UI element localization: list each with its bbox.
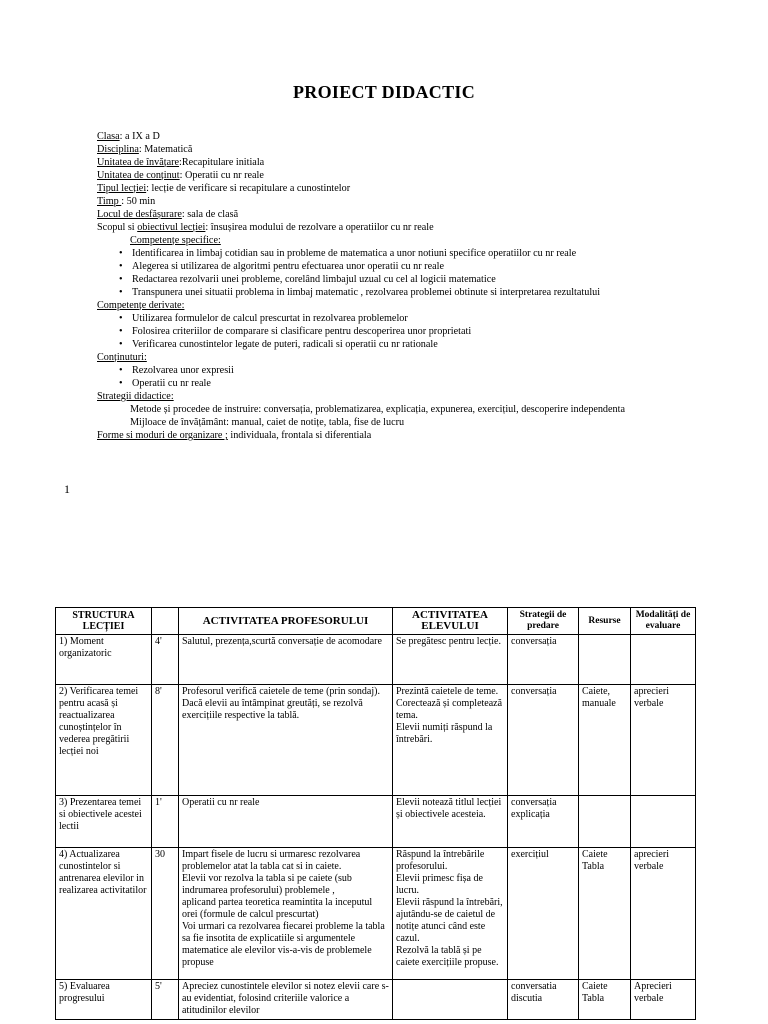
strategii-heading: Strategii didactice: xyxy=(97,391,174,402)
competente-specifice-list xyxy=(97,247,697,299)
cell-evaluare xyxy=(631,796,696,848)
cell-profesor: Salutul, prezența,scurtă conversație de acomodare xyxy=(179,635,393,685)
info-timp: Timp : 50 min xyxy=(97,196,156,207)
list-item: • Utilizarea formulelor de calcul prescurtat in rezolvarea problemelor xyxy=(97,312,697,325)
cell-timp: 30 xyxy=(152,848,179,980)
cell-timp: 5' xyxy=(152,980,179,1020)
cell-timp: 1' xyxy=(152,796,179,848)
cell-profesor: Operatii cu nr reale xyxy=(179,796,393,848)
cell-strategii: conversația xyxy=(508,685,579,796)
cell-structura: 4) Actualizarea cunostintelor si antrenarea elevilor in realizarea activitatilor xyxy=(56,848,152,980)
strategii-metode: Metode și procedee de instruire: conversația, problematizarea, explicația, expunerea, exercițiul, descoperire independenta xyxy=(130,404,625,415)
cell-elev xyxy=(393,980,508,1020)
info-locul: Locul de desfășurare: sala de clasă xyxy=(97,209,239,220)
cell-strategii: conversația explicația xyxy=(508,796,579,848)
list-item: • Folosirea criteriilor de comparare si clasificare pentru descoperirea unor proprietati xyxy=(97,325,697,338)
lesson-info xyxy=(97,130,697,442)
header-resurse: Resurse xyxy=(579,608,631,635)
cell-evaluare: aprecieri verbale xyxy=(631,848,696,980)
cell-timp: 4' xyxy=(152,635,179,685)
cell-evaluare: Aprecieri verbale xyxy=(631,980,696,1020)
table-row xyxy=(56,848,696,980)
lesson-table xyxy=(55,607,696,1020)
header-strategii: Strategii de predare xyxy=(508,608,579,635)
list-item: • Transpunera unei situatii problema in limbaj matematic , rezolvarea problemei obtinute si interpretarea rezultatului xyxy=(97,286,697,299)
info-tipul-lectiei: Tipul lecției: lecție de verificare si recapitulare a cunostintelor xyxy=(97,183,351,194)
cell-structura: 1) Moment organizatoric xyxy=(56,635,152,685)
info-clasa: Clasa: a IX a D xyxy=(97,131,160,142)
info-scopul: Scopul si obiectivul lecției: însușirea modului de rezolvare a operatiilor cu nr reale xyxy=(97,222,434,233)
competente-derivate-heading: Competențe derivate: xyxy=(97,300,185,311)
list-item: • Verificarea cunostintelor legate de puteri, radicali si operatii cu nr rationale xyxy=(97,338,697,351)
page-number: 1 xyxy=(64,482,70,496)
cell-structura: 2) Verificarea temei pentru acasă și reactualizarea cunoștințelor în vederea pregătirii lecției noi xyxy=(56,685,152,796)
header-evaluare: Modalități de evaluare xyxy=(631,608,696,635)
cell-resurse: Caiete, manuale xyxy=(579,685,631,796)
cell-profesor: Profesorul verifică caietele de teme (prin sondaj). Dacă elevii au întâmpinat greutăți, se rezolvă exercițiile respective la tablă. xyxy=(179,685,393,796)
list-item: • Operatii cu nr reale xyxy=(97,377,697,390)
cell-profesor: Apreciez cunostintele elevilor si notez elevii care s-au evidentiat, folosind criteriile valorice a atitudinilor elevilor xyxy=(179,980,393,1020)
info-disciplina: Disciplina: Matematică xyxy=(97,144,193,155)
competente-specifice-heading: Competențe specifice: xyxy=(130,235,221,246)
header-activitatea-elevului: ACTIVITATEA ELEVULUI xyxy=(393,608,508,635)
cell-resurse: Caiete Tabla xyxy=(579,848,631,980)
cell-timp: 8' xyxy=(152,685,179,796)
table-row xyxy=(56,980,696,1020)
list-item: • Identificarea in limbaj cotidian sau in probleme de matematica a unor notiuni specifice operatiilor cu nr reale xyxy=(97,247,697,260)
info-unitatea-invatare: Unitatea de învățare:Recapitulare initiala xyxy=(97,157,265,168)
info-forme: Forme si moduri de organizare ; individuala, frontala si diferentiala xyxy=(97,430,372,441)
competente-derivate-list xyxy=(97,312,697,351)
cell-elev: Elevii notează titlul lecției și obiectivele acesteia. xyxy=(393,796,508,848)
cell-structura: 3) Prezentarea temei si obiectivele acestei lectii xyxy=(56,796,152,848)
cell-elev: Prezintă caietele de teme. Corectează și completează tema. Elevii numiți răspund la întrebări. xyxy=(393,685,508,796)
cell-strategii: conversatia discutia xyxy=(508,980,579,1020)
cell-resurse xyxy=(579,635,631,685)
list-item: • Redactarea rezolvarii unei probleme, corelând limbajul uzual cu cel al logicii matematice xyxy=(97,273,697,286)
list-item: • Alegerea si utilizarea de algoritmi pentru efectuarea unor operatii cu nr reale xyxy=(97,260,697,273)
table-row xyxy=(56,635,696,685)
cell-structura: 5) Evaluarea progresului xyxy=(56,980,152,1020)
cell-resurse xyxy=(579,796,631,848)
cell-evaluare xyxy=(631,635,696,685)
header-structura: STRUCTURA LECȚIEI xyxy=(56,608,152,635)
table-row xyxy=(56,796,696,848)
continuturi-heading: Conținuturi: xyxy=(97,352,147,363)
info-unitatea-continut: Unitatea de conținut: Operatii cu nr reale xyxy=(97,170,264,181)
header-activitatea-profesorului: ACTIVITATEA PROFESORULUI xyxy=(179,608,393,635)
cell-elev: Răspund la întrebările profesorului. Elevii primesc fișa de lucru. Elevii răspund la întrebări, ajutându-se de caietul de notițe atunci când este cazul. Rezolvă la tablă și pe caiete exercițiile propuse. xyxy=(393,848,508,980)
cell-resurse: Caiete Tabla xyxy=(579,980,631,1020)
table-row xyxy=(56,685,696,796)
header-timp xyxy=(152,608,179,635)
cell-strategii: exercițiul xyxy=(508,848,579,980)
page-title: PROIECT DIDACTIC xyxy=(293,82,475,102)
strategii-mijloace: Mijloace de învățământ: manual, caiet de notițe, tabla, fise de lucru xyxy=(130,417,405,428)
cell-strategii: conversația xyxy=(508,635,579,685)
cell-profesor: Impart fisele de lucru si urmaresc rezolvarea problemelor atat la tabla cat si in caiete. Elevii vor rezolva la tabla si pe caiete (sub indrumarea profesorului) problemele , aplicand partea teoretica reamintita la inceputul orei (formule de calcul prescurtat) Voi urmari ca rezolvarea fiecarei probleme la tabla sa fie insotita de explicatiile si argumentele matematice ale elevilor vis-a-vis de problemele propuse xyxy=(179,848,393,980)
list-item: • Rezolvarea unor expresii xyxy=(97,364,697,377)
cell-elev: Se pregătesc pentru lecție. xyxy=(393,635,508,685)
cell-evaluare: aprecieri verbale xyxy=(631,685,696,796)
continuturi-list xyxy=(97,364,697,390)
